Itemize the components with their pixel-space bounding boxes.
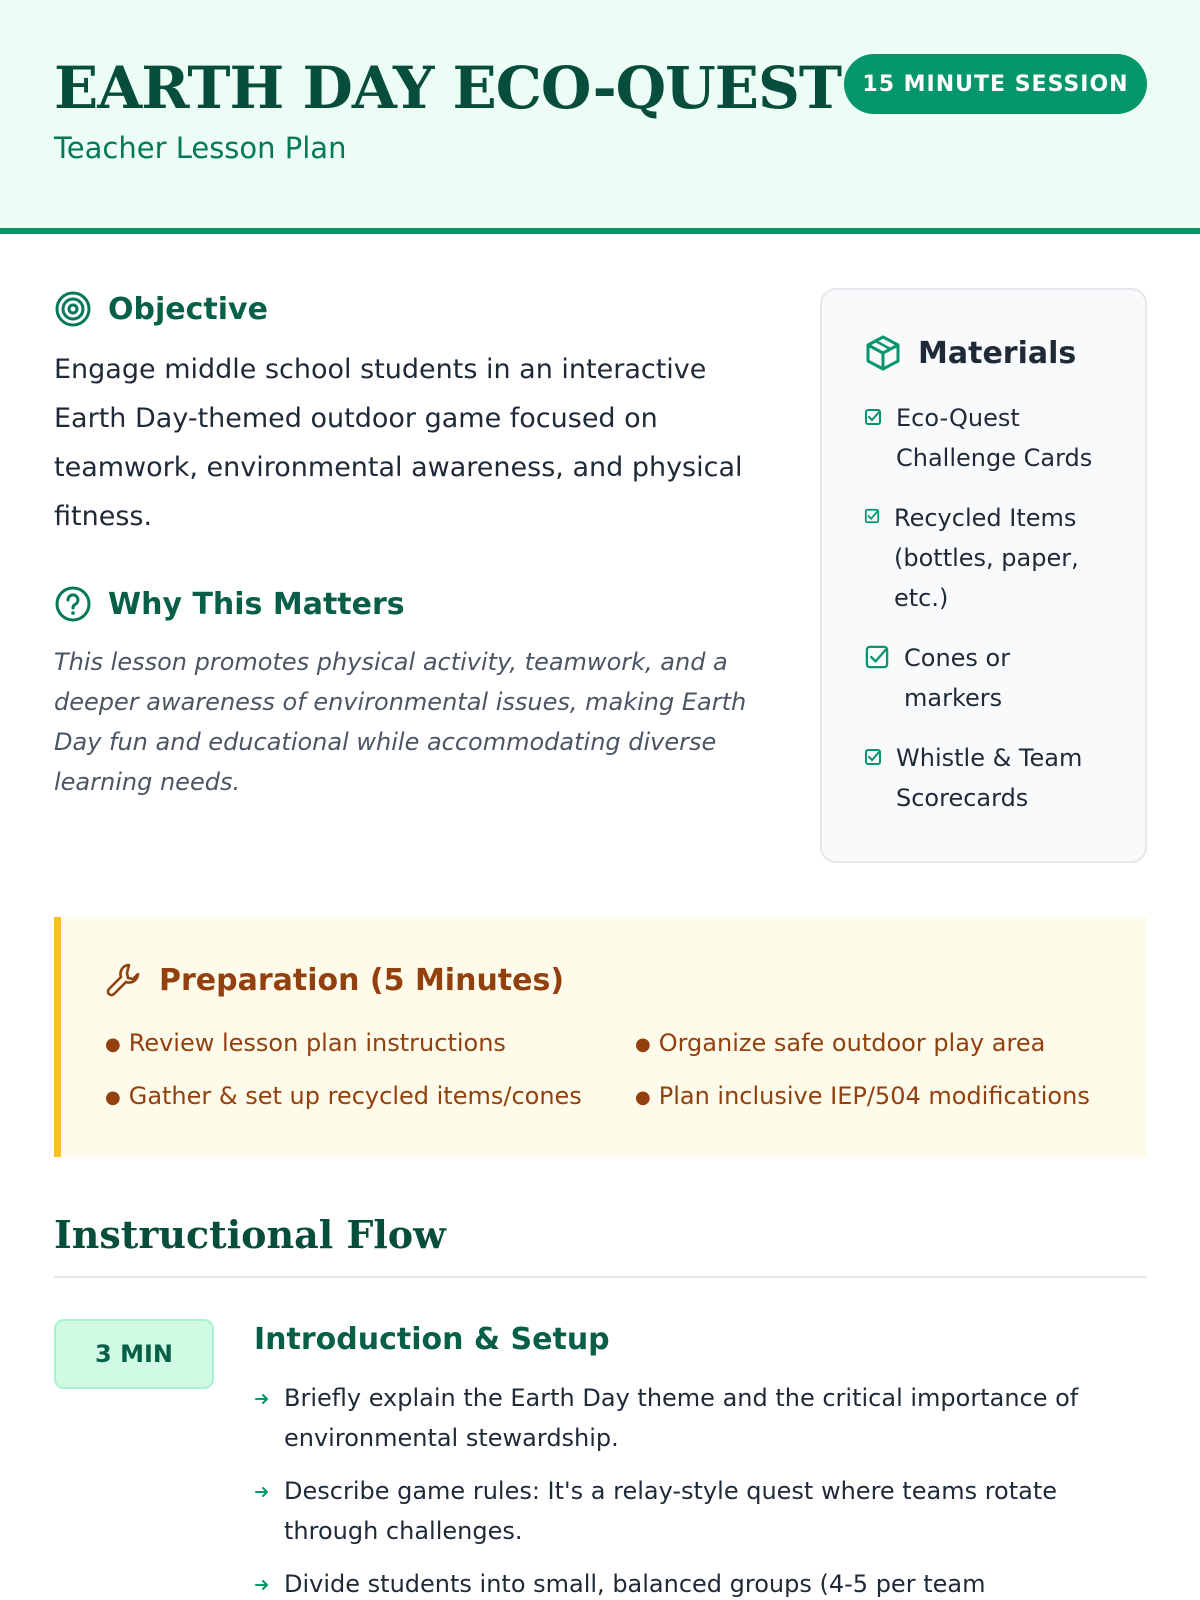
prep-item: ● Gather & set up recycled items/cones	[105, 1082, 582, 1110]
preparation-box	[54, 917, 1147, 1157]
list-item	[864, 738, 1114, 818]
list-item	[864, 398, 1114, 478]
materials-card	[820, 288, 1147, 863]
question-circle-icon	[54, 585, 92, 623]
check-square-icon	[864, 508, 880, 524]
prep-item: ● Plan inclusive IEP/504 modifications	[635, 1082, 1090, 1110]
materials-list	[864, 398, 1114, 838]
step-title: Introduction & Setup	[254, 1322, 610, 1357]
objective-heading-label: Objective	[108, 291, 268, 327]
material-label: Cones or markers	[904, 644, 1011, 712]
step-list	[254, 1378, 1134, 1600]
check-square-icon	[864, 748, 882, 766]
material-label: Whistle & Team Scorecards	[896, 744, 1083, 812]
arrow-right-icon	[254, 1391, 270, 1407]
check-square-icon	[864, 644, 890, 670]
page-title: EARTH DAY ECO-QUEST	[54, 54, 841, 122]
materials-heading-label: Materials	[918, 335, 1077, 371]
list-item	[254, 1564, 1134, 1600]
why-heading-label: Why This Matters	[108, 586, 405, 622]
list-item	[254, 1471, 1134, 1551]
why-text: This lesson promotes physical activity, teamwork, and a deeper awareness of environmental issues, making Earth Day fun and educational while accommodating diverse learning needs.	[54, 648, 747, 796]
materials-heading	[864, 334, 1076, 372]
wrench-icon	[105, 961, 143, 999]
check-square-icon	[864, 408, 882, 426]
preparation-heading	[105, 961, 564, 999]
preparation-heading-label: Preparation (5 Minutes)	[159, 962, 565, 998]
header	[0, 0, 1200, 234]
session-badge: 15 MINUTE SESSION	[844, 54, 1147, 114]
package-icon	[864, 334, 902, 372]
list-item	[254, 1378, 1134, 1458]
divider	[54, 1276, 1147, 1278]
target-icon	[54, 290, 92, 328]
page-subtitle: Teacher Lesson Plan	[54, 131, 347, 165]
step-item-text: Divide students into small, balanced groups (4-5 per team	[284, 1570, 986, 1598]
prep-item: ● Review lesson plan instructions	[105, 1029, 506, 1057]
prep-item: ● Organize safe outdoor play area	[635, 1029, 1046, 1057]
arrow-right-icon	[254, 1484, 270, 1500]
material-label: Recycled Items (bottles, paper, etc.)	[894, 504, 1079, 612]
list-item	[864, 498, 1114, 618]
objective-heading	[54, 290, 268, 328]
why-heading	[54, 585, 405, 623]
arrow-right-icon	[254, 1577, 270, 1593]
material-label: Eco-Quest Challenge Cards	[896, 404, 1093, 472]
step-item-text: Describe game rules: It's a relay-style quest where teams rotate through challenges.	[284, 1477, 1058, 1545]
flow-heading: Instructional Flow	[54, 1212, 446, 1257]
step-duration-badge: 3 MIN	[54, 1319, 214, 1389]
list-item	[864, 638, 1114, 718]
step-item-text: Briefly explain the Earth Day theme and the critical importance of environmental stewardship.	[284, 1384, 1079, 1452]
objective-text: Engage middle school students in an interactive Earth Day-themed outdoor game focused on teamwork, environmental awareness, and physical fitness.	[54, 354, 743, 532]
